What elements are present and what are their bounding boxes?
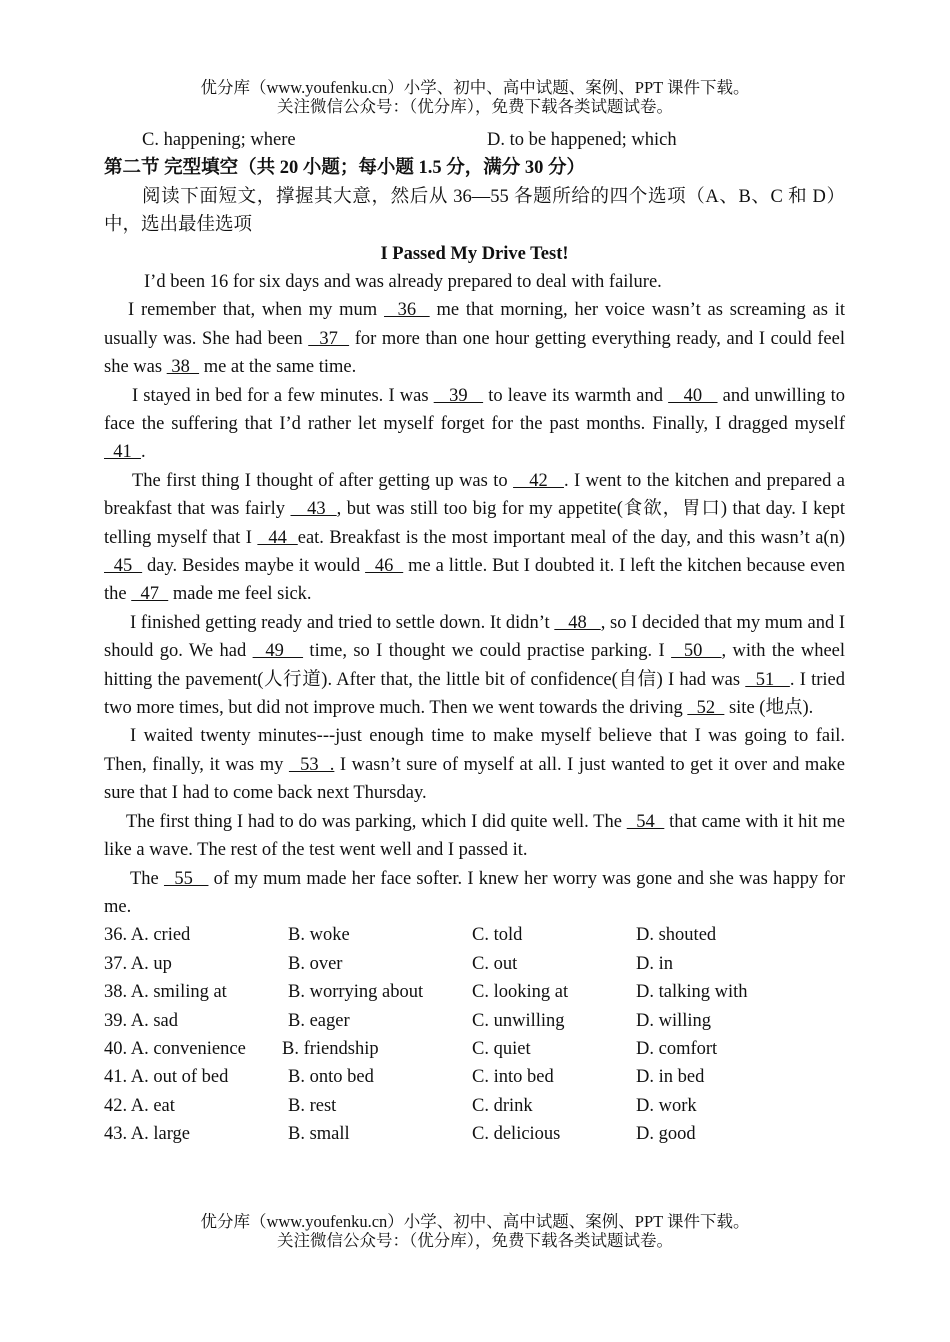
option-c: C. looking at xyxy=(472,982,569,1003)
blank-37: 37 xyxy=(308,328,350,349)
option-d: D. shouted xyxy=(636,925,717,946)
blank-51: 51 xyxy=(745,669,790,690)
option-a: 39. A. sad xyxy=(104,1010,178,1031)
option-b: B. woke xyxy=(288,925,350,946)
question-42-options xyxy=(104,1092,845,1120)
question-38-options xyxy=(104,978,845,1006)
blank-36: 36 xyxy=(384,300,430,321)
option-c: C. delicious xyxy=(472,1124,561,1145)
option-d: D. work xyxy=(636,1095,697,1116)
answer-options xyxy=(104,921,845,1148)
question-43-options xyxy=(104,1120,845,1148)
section-instruction: 阅读下面短文，撑握其大意，然后从 36—55 各题所给的四个选项（A、B、C 和 D）中，选出最佳选项 xyxy=(104,186,845,236)
section-title: 第二节 完型填空（共 20 小题；每小题 1.5 分，满分 30 分） xyxy=(104,158,586,179)
option-b: B. eager xyxy=(288,1010,350,1031)
option-a: 43. A. large xyxy=(104,1124,190,1145)
footer-line-2: 关注微信公众号：（优分库），免费下载各类试题试卷。 xyxy=(277,1231,673,1250)
previous-question-options xyxy=(104,126,845,154)
blank-48: 48 xyxy=(554,612,601,633)
passage-title: I Passed My Drive Test! xyxy=(380,243,569,264)
option-a: 40. A. convenience xyxy=(104,1038,246,1059)
passage-paragraph-1: I’d been 16 for six days and was already prepared to deal with failure. xyxy=(144,271,662,292)
blank-38: 38 xyxy=(166,357,200,378)
option-c: C. drink xyxy=(472,1095,533,1116)
blank-53: 53 . xyxy=(288,754,335,775)
option-c: C. quiet xyxy=(472,1038,531,1059)
blank-43: 43 xyxy=(290,499,337,520)
passage-paragraph-4: The first thing I thought of after getting up was to 42 . I went to the kitchen and prepared a breakfast that was fairly 43 , but was still too big for my appetite(食欲，胃口) that day. I kept telling myself that I 44 eat. Breakfast is the most important meal of the day, and this wasn’t a(n) 45 day. Besides maybe it would 46 me a little. But I doubted it. I left the kitchen because even the 47 made me feel sick. xyxy=(104,470,846,605)
blank-44: 44 xyxy=(257,527,298,548)
option-b: B. rest xyxy=(288,1095,337,1116)
exam-content xyxy=(104,126,845,1148)
option-c: C. out xyxy=(472,953,518,974)
option-a: 36. A. cried xyxy=(104,925,191,946)
option-c: C. told xyxy=(472,925,523,946)
passage-paragraph-8: The 55 of my mum made her face softer. I knew her worry was gone and she was happy for me. xyxy=(104,868,846,917)
blank-39: 39 xyxy=(433,385,484,406)
option-d: D. talking with xyxy=(636,982,748,1003)
option-b: B. onto bed xyxy=(288,1067,374,1088)
blank-52: 52 xyxy=(687,698,725,719)
blank-50: 50 xyxy=(671,641,722,662)
passage-paragraph-2: I remember that, when my mum 36 me that morning, her voice wasn’t as screaming as it usually was. She had been 37 for more than one hour getting everything ready, and I could feel she was 38 me at the same time. xyxy=(104,300,845,378)
passage-paragraph-3: I stayed in bed for a few minutes. I was 39 to leave its warmth and 40 and unwilling to face the suffering that I’d rather let myself forget for the past months. Finally, I dragged myself 41 . xyxy=(104,385,846,463)
passage-paragraph-7: The first thing I had to do was parking, which I did quite well. The 54 that came with it hit me like a wave. The rest of the test went well and I passed it. xyxy=(104,811,845,861)
question-39-options xyxy=(104,1007,845,1035)
option-b: B. worrying about xyxy=(288,982,424,1003)
blank-45: 45 xyxy=(104,556,143,577)
blank-49: 49 xyxy=(252,641,304,662)
option-a: 42. A. eat xyxy=(104,1095,175,1116)
option-c: C. happening; where xyxy=(142,130,296,150)
blank-42: 42 xyxy=(513,470,564,491)
option-b: B. friendship xyxy=(282,1038,379,1059)
option-a: 41. A. out of bed xyxy=(104,1067,229,1088)
question-41-options xyxy=(104,1063,845,1091)
page-footer xyxy=(0,1212,950,1250)
option-d: D. to be happened; which xyxy=(487,130,677,150)
blank-41: 41 xyxy=(104,442,141,463)
question-37-options xyxy=(104,950,845,978)
header-line-1: 优分库（www.youfenku.cn）小学、初中、高中试题、案例、PPT 课件下载。 xyxy=(200,78,750,97)
option-b: B. over xyxy=(288,953,343,974)
option-d: D. good xyxy=(636,1124,696,1145)
passage-paragraph-6: I waited twenty minutes---just enough time to make myself believe that I was going to fail. Then, finally, it was my 53 . I wasn’t sure of myself at all. I just wanted to get it over and make sure that I had to come back next Thursday. xyxy=(104,726,845,804)
option-a: 38. A. smiling at xyxy=(104,982,227,1003)
option-d: D. in bed xyxy=(636,1067,705,1088)
option-c: C. into bed xyxy=(472,1067,554,1088)
option-b: B. small xyxy=(288,1124,350,1145)
option-d: D. in xyxy=(636,953,673,974)
blank-46: 46 xyxy=(365,556,404,577)
footer-line-1: 优分库（www.youfenku.cn）小学、初中、高中试题、案例、PPT 课件下载。 xyxy=(200,1212,750,1231)
blank-54: 54 xyxy=(626,811,665,832)
blank-55: 55 xyxy=(163,868,209,889)
passage-paragraph-5: I finished getting ready and tried to settle down. It didn’t 48 , so I decided that my mum and I should go. We had 49 time, so I thought we could practise parking. I 50 , with the wheel hitting the pavement(人行道). After that, the little bit of confidence(自信) I had was 51 . I tried two more times, but did not improve much. Then we went towards the driving 52 site (地点). xyxy=(104,612,846,719)
option-d: D. comfort xyxy=(636,1038,718,1059)
question-40-options xyxy=(104,1035,845,1063)
option-a: 37. A. up xyxy=(104,953,172,974)
blank-40: 40 xyxy=(668,385,718,406)
blank-47: 47 xyxy=(131,584,169,605)
option-d: D. willing xyxy=(636,1010,712,1031)
header-line-2: 关注微信公众号：（优分库），免费下载各类试题试卷。 xyxy=(277,97,673,116)
option-c: C. unwilling xyxy=(472,1010,565,1031)
question-36-options xyxy=(104,921,845,949)
page-header xyxy=(0,78,950,116)
